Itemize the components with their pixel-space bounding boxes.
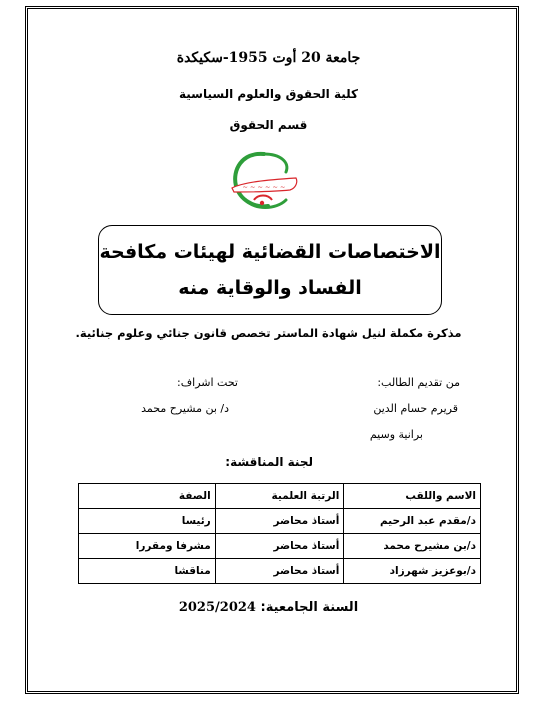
jury-table <box>78 483 481 584</box>
faculty-name: كلية الحقوق والعلوم السياسية <box>178 87 359 101</box>
jury-member-name: د/مقدم عبد الرحيم <box>344 509 481 534</box>
jury-member-role: مناقشا <box>79 559 216 584</box>
jury-header-rank: الرتبة العلمية <box>215 484 344 509</box>
jury-member-rank: أستاذ محاضر <box>215 559 344 584</box>
jury-member-rank: أستاذ محاضر <box>215 509 344 534</box>
department-name: قسم الحقوق <box>229 118 308 132</box>
university-logo <box>224 148 304 214</box>
jury-title: لجنة المناقشة: <box>225 455 313 469</box>
thesis-title-box <box>98 225 442 315</box>
table-row <box>79 559 481 584</box>
jury-header-name: الاسم واللقب <box>344 484 481 509</box>
jury-header-row <box>79 484 481 509</box>
students-label: من تقديم الطالب: <box>377 376 460 389</box>
jury-member-role: مشرفا ومقررا <box>79 534 216 559</box>
jury-member-name: د/بن مشيرح محمد <box>344 534 481 559</box>
svg-text:~ ~ ~ ~ ~ ~: ~ ~ ~ ~ ~ ~ <box>242 183 286 191</box>
jury-member-role: رئيسا <box>79 509 216 534</box>
jury-member-rank: أستاذ محاضر <box>215 534 344 559</box>
table-row <box>79 534 481 559</box>
supervisor-name: د/ بن مشيرح محمد <box>141 402 229 415</box>
academic-year-label: السنة الجامعية: <box>260 600 359 615</box>
table-row <box>79 509 481 534</box>
page-border-inner <box>27 8 517 692</box>
thesis-title-line1: الاختصاصات القضائية لهيئات مكافحة <box>99 241 441 263</box>
university-name: جامعة 20 أوت 1955-سكيكدة <box>176 50 361 66</box>
jury-header-role: الصفة <box>79 484 216 509</box>
memo-description: مذكرة مكملة لنيل شهادة الماستر تخصص قانون جنائي وعلوم جنائية. <box>75 326 462 340</box>
academic-year-value: 2025/2024 <box>178 600 256 615</box>
supervisor-label: تحت اشراف: <box>177 376 238 389</box>
academic-year <box>0 600 537 615</box>
jury-member-name: د/بوعزيز شهرزاد <box>344 559 481 584</box>
thesis-title-line2: الفساد والوقاية منه <box>178 277 362 299</box>
student-name-2: برانية وسيم <box>369 428 423 441</box>
student-name-1: قريرم حسام الدين <box>373 402 458 415</box>
